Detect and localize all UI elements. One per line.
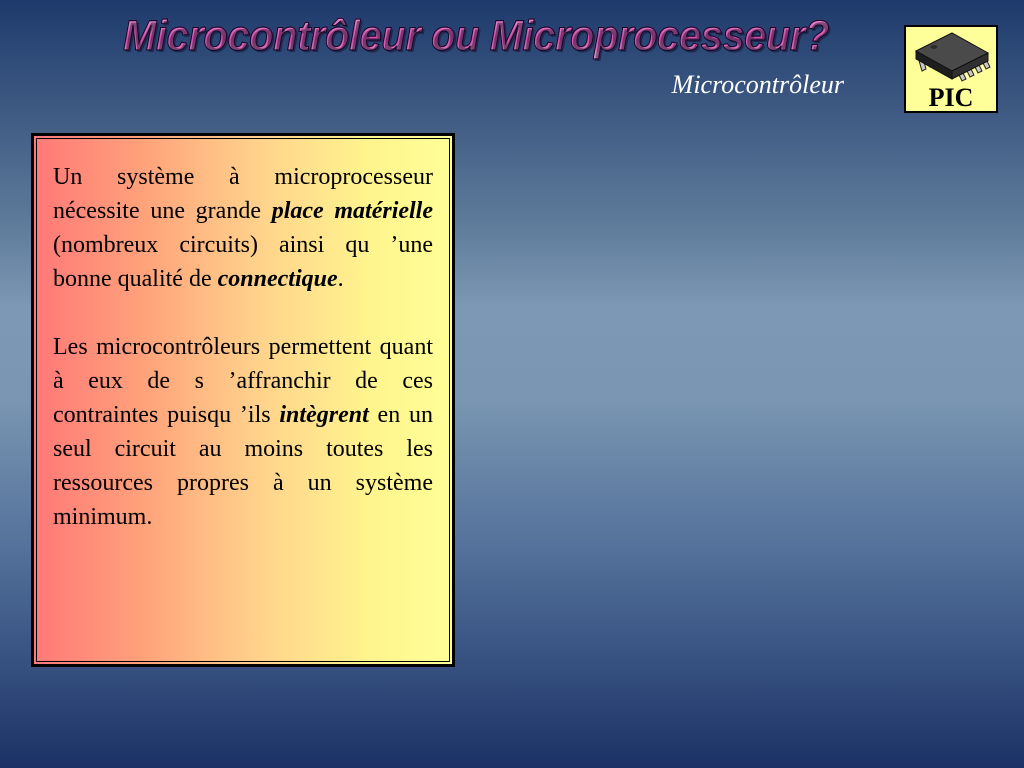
paragraph-text: (nombreux circuits) ainsi qu ’une bonne qualité de [53,232,433,292]
content-text [53,160,433,568]
slide-title: Microcontrôleur ou Microprocesseur? [123,6,830,66]
pic-logo [904,25,998,113]
emphasis-text: intègrent [279,402,369,428]
paragraph-text: Les microcontrôleurs permettent quant à eux de s ’affranchir de ces contraintes puisqu ’ils [53,334,433,428]
paragraph-microcontroller [53,330,433,534]
paragraph-microprocessor [53,160,433,296]
emphasis-text: connectique [217,266,338,292]
emphasis-text: place matérielle [271,198,433,224]
content-box [31,133,455,667]
pic-label: PIC [928,83,974,112]
paragraph-text: Un système à microprocesseur nécessite une grande [53,164,433,224]
paragraph-text: . [337,266,344,292]
slide-subtitle: Microcontrôleur [671,70,844,99]
paragraph-text: en un seul circuit au moins toutes les ressources propres à un système minimum. [53,402,433,530]
